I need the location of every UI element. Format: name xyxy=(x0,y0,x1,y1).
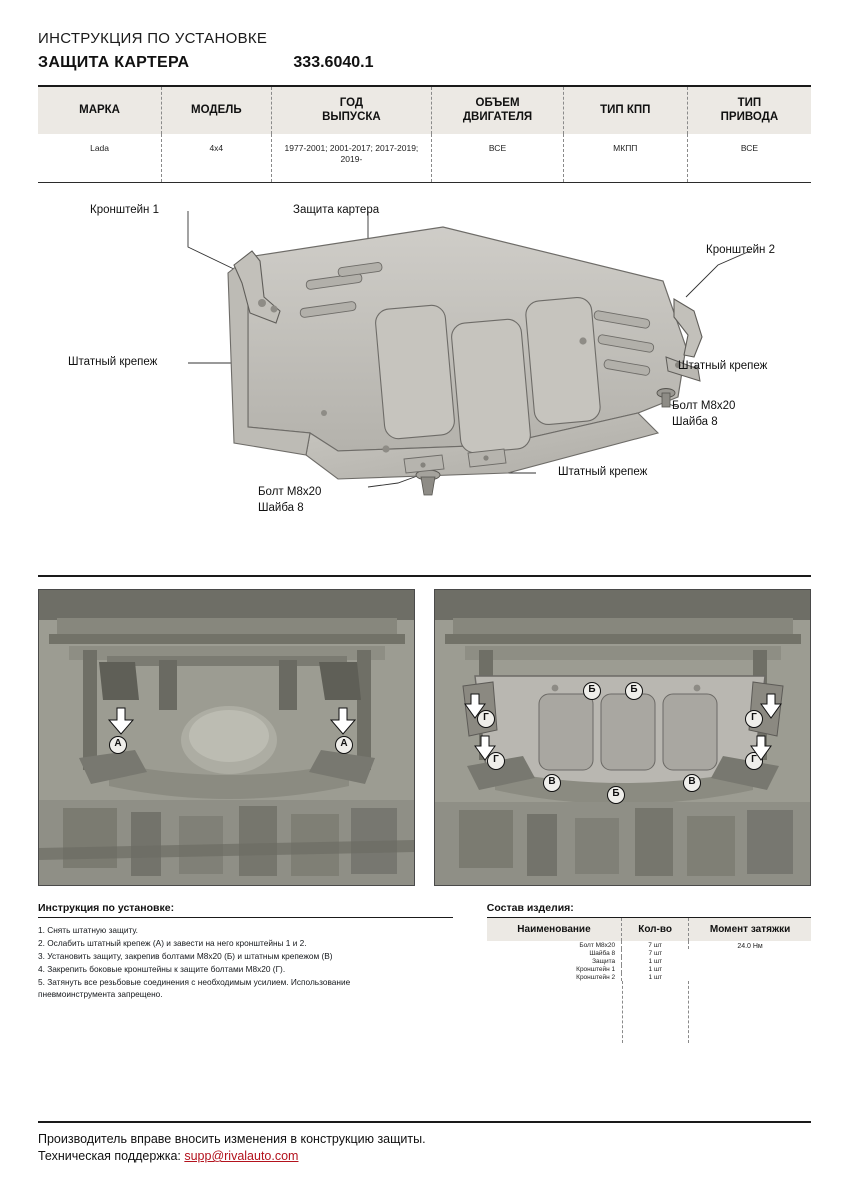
spec-header-transmission-label: ТИП КПП xyxy=(600,104,651,117)
label-standard-fastener-left: Штатный крепеж xyxy=(68,355,158,368)
spec-value-year: 1977-2001; 2001-2017; 2017-2019; 2019- xyxy=(271,134,432,182)
part-torque: 24.0 Нм xyxy=(737,943,763,951)
label-standard-fastener-right: Штатный крепеж xyxy=(678,359,768,372)
label-bracket-1: Кронштейн 1 xyxy=(90,203,159,216)
label-bolt-bottom: Болт М8х20 xyxy=(258,485,322,498)
label-bolt-right: Болт М8х20 xyxy=(672,399,736,412)
composition-table xyxy=(487,918,811,981)
table-row xyxy=(487,941,811,949)
instruction-step: 4. Закрепить боковые кронштейны к защите болтами М8х20 (Г). xyxy=(38,963,286,974)
instructions-divider xyxy=(38,917,453,919)
composition-header-row xyxy=(487,918,811,941)
photo-before-installation xyxy=(38,589,415,886)
spec-header-brand xyxy=(38,87,162,134)
spec-value-transmission: МКПП xyxy=(563,134,687,182)
support-email-link[interactable]: supp@rivalauto.com xyxy=(184,1149,299,1163)
instruction-step: 2. Ослабить штатный крепеж (А) и завести на него кронштейны 1 и 2. xyxy=(38,938,307,949)
exploded-diagram xyxy=(38,187,811,562)
marker-g-1: Г xyxy=(477,710,495,728)
instructions-list xyxy=(38,924,453,1001)
instruction-step: 5. Затянуть все резьбовые соединения с необходимым усилием. Использование xyxy=(38,976,351,987)
composition-section xyxy=(487,902,811,1044)
part-name: Защита xyxy=(487,957,622,965)
spec-value-brand: Lada xyxy=(38,134,162,182)
label-washer-bottom: Шайба 8 xyxy=(258,501,304,514)
marker-b-1: Б xyxy=(583,682,601,700)
photo-gallery xyxy=(38,589,811,886)
marker-a-left: А xyxy=(109,736,127,754)
spec-value-engine: ВСЕ xyxy=(432,134,563,182)
part-name: Болт М8х20 xyxy=(487,941,622,949)
article-number: 333.6040.1 xyxy=(293,54,374,71)
bottom-section xyxy=(38,902,811,1044)
footer-divider xyxy=(38,1121,811,1123)
page-title: ЗАЩИТА КАРТЕРА xyxy=(38,54,190,71)
marker-g-3: Г xyxy=(745,710,763,728)
part-name: Кронштейн 2 xyxy=(487,973,622,981)
label-skid-plate: Защита картера xyxy=(293,203,380,216)
instruction-step: пневмоинструмента запрещено. xyxy=(38,989,163,1000)
part-qty: 7 шт xyxy=(648,949,663,957)
document-footer xyxy=(38,1121,811,1166)
part-qty: 1 шт xyxy=(648,973,663,981)
marker-g-2: Г xyxy=(487,752,505,770)
part-qty: 1 шт xyxy=(648,957,663,965)
part-qty: 1 шт xyxy=(648,965,663,973)
composition-header-qty: Кол-во xyxy=(622,918,689,941)
installation-instructions xyxy=(38,902,453,1044)
part-name: Шайба 8 xyxy=(487,949,622,957)
marker-g-4: Г xyxy=(745,752,763,770)
photo-after-arrows xyxy=(435,590,811,885)
spec-header-row xyxy=(38,87,811,134)
document-header xyxy=(38,0,811,87)
composition-table-extension xyxy=(487,981,811,1043)
marker-b-2: Б xyxy=(625,682,643,700)
composition-header-name: Наименование xyxy=(487,918,622,941)
composition-header-torque: Момент затяжки xyxy=(689,918,811,941)
instructions-title: Инструкция по установке: xyxy=(38,901,175,914)
spec-header-brand-label: МАРКА xyxy=(79,104,120,117)
footer-disclaimer: Производитель вправе вносить изменения в конструкцию защиты. xyxy=(38,1132,426,1146)
spec-table-bottom-rule xyxy=(38,182,811,183)
spec-header-year: ГОД ВЫПУСКА xyxy=(271,87,432,134)
vehicle-spec-table xyxy=(38,87,811,182)
marker-a-right: А xyxy=(335,736,353,754)
footer-support xyxy=(38,1149,811,1163)
header-subtitle: ИНСТРУКЦИЯ ПО УСТАНОВКЕ xyxy=(38,30,268,47)
part-name: Кронштейн 1 xyxy=(487,965,622,973)
composition-title: Состав изделия: xyxy=(486,901,574,914)
part-qty: 7 шт xyxy=(622,941,689,949)
photo-before-arrows xyxy=(39,590,415,885)
photo-after-installation xyxy=(434,589,811,886)
spec-value-model: 4х4 xyxy=(162,134,271,182)
spec-header-model-label: МОДЕЛЬ xyxy=(191,104,242,117)
marker-v-2: В xyxy=(683,774,701,792)
spec-header-drive: ТИП ПРИВОДА xyxy=(687,87,811,134)
label-washer-right: Шайба 8 xyxy=(672,415,718,428)
spec-header-model xyxy=(162,87,271,134)
support-label: Техническая поддержка: xyxy=(38,1149,185,1163)
spec-value-drive: ВСЕ xyxy=(740,142,759,153)
instruction-step: 1. Снять штатную защиту. xyxy=(38,925,138,936)
spec-header-transmission xyxy=(563,87,687,134)
spec-header-engine: ОБЪЕМ ДВИГАТЕЛЯ xyxy=(432,87,563,134)
label-bracket-2: Кронштейн 2 xyxy=(706,243,775,256)
label-standard-fastener-bottom: Штатный крепеж xyxy=(558,465,648,478)
spec-value-row xyxy=(38,134,811,182)
section-divider xyxy=(38,575,811,577)
bolt-washer-bottom xyxy=(416,470,440,495)
instruction-step: 3. Установить защиту, закрепив болтами М8х20 (Б) и штатным крепежом (В) xyxy=(38,950,333,961)
marker-v-1: В xyxy=(543,774,561,792)
marker-b-3: Б xyxy=(607,786,625,804)
